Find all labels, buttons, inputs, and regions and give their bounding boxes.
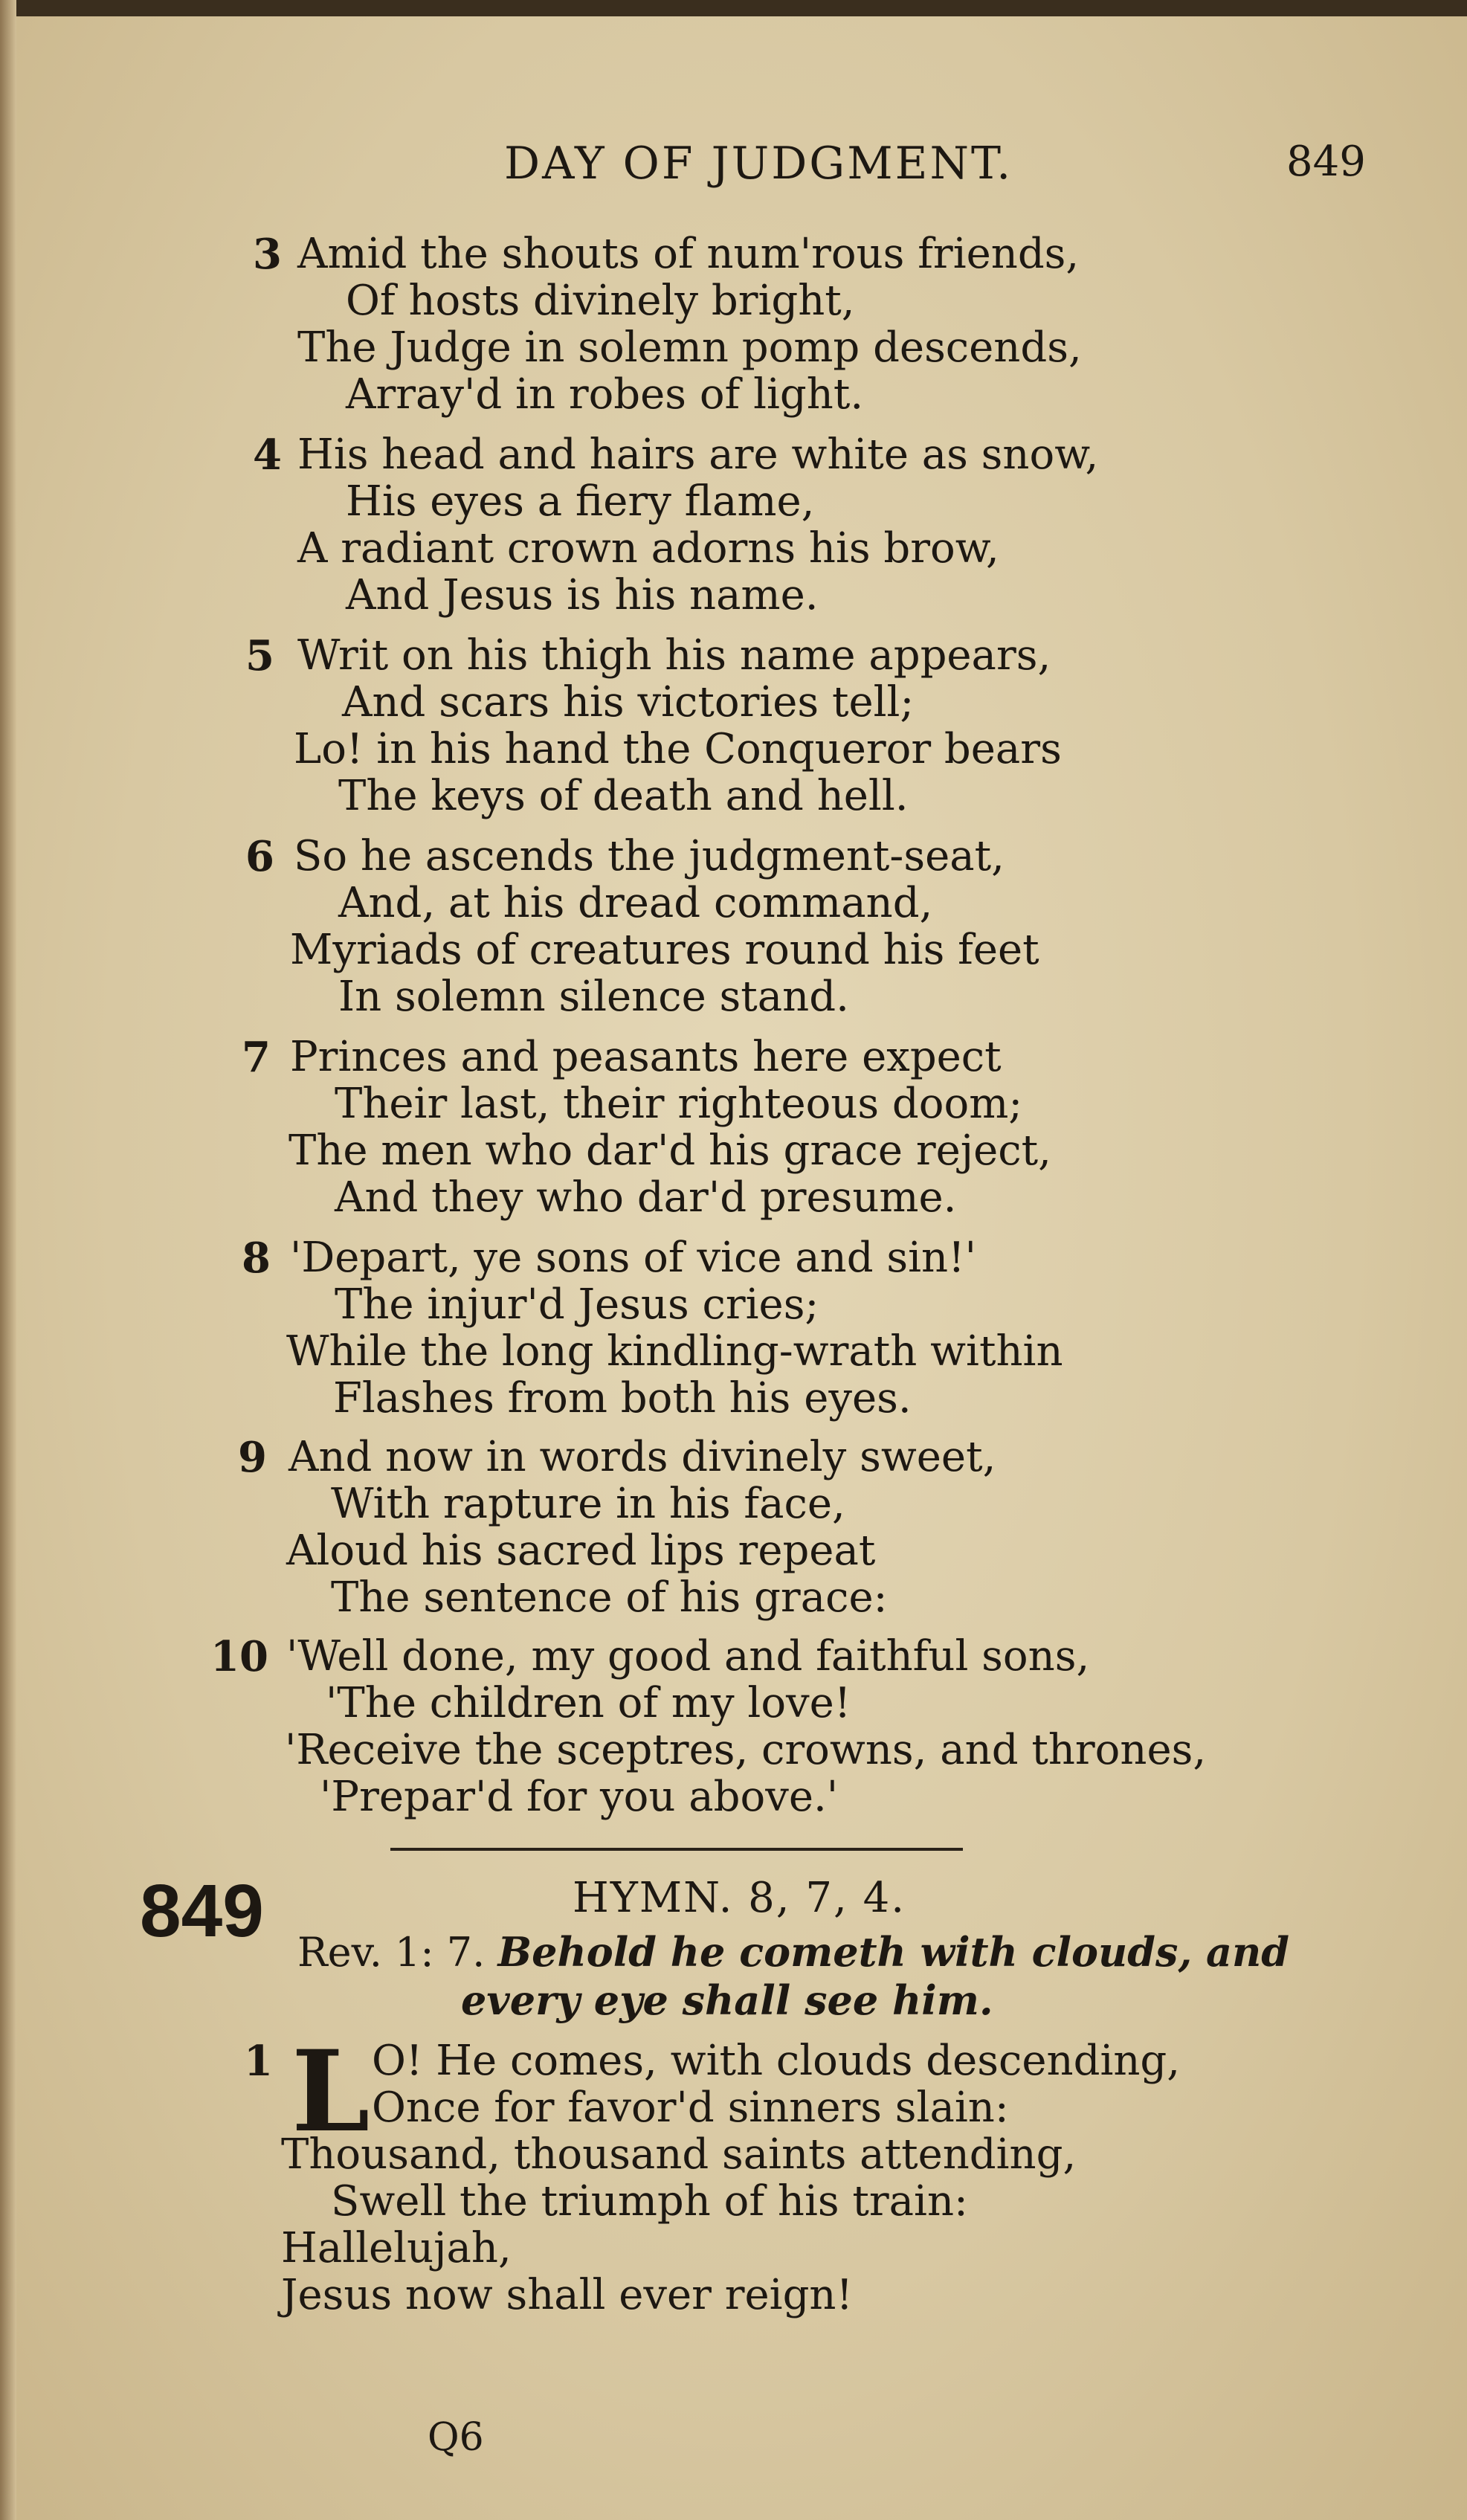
verse-line: The men who dar'd his grace reject, bbox=[288, 1127, 1051, 1175]
verse-line: His eyes a fiery flame, bbox=[346, 477, 815, 526]
verse-line: 'Depart, ye sons of vice and sin!' bbox=[290, 1234, 976, 1282]
page-binding-edge bbox=[0, 0, 16, 2520]
verse-line: The sentence of his grace: bbox=[331, 1573, 888, 1622]
page-number: 849 bbox=[1286, 138, 1366, 186]
verse-line: Myriads of creatures round his feet bbox=[290, 926, 1039, 974]
page-header bbox=[0, 138, 1467, 204]
verse-line: 'Well done, my good and faithful sons, bbox=[286, 1632, 1090, 1680]
verse-number: 4 bbox=[253, 431, 282, 480]
verse-line: Their last, their righteous doom; bbox=[335, 1080, 1023, 1128]
hymn-meter: HYMN. 8, 7, 4. bbox=[573, 1874, 906, 1922]
reference-citation: Rev. 1: 7. bbox=[297, 1929, 486, 1976]
section-divider bbox=[390, 1848, 963, 1851]
hymn-line: Thousand, thousand saints attending, bbox=[281, 2130, 1077, 2179]
verse-line: In solemn silence stand. bbox=[338, 973, 849, 1021]
verse-line: Writ on his thigh his name appears, bbox=[297, 631, 1051, 680]
verse-line: 'Prepar'd for you above.' bbox=[320, 1773, 839, 1821]
verse-line: And they who dar'd presume. bbox=[335, 1173, 957, 1222]
verse-number: 10 bbox=[210, 1632, 268, 1681]
verse-line: Princes and peasants here expect bbox=[290, 1033, 1002, 1081]
verse-line: A radiant crown adorns his brow, bbox=[297, 524, 999, 573]
hymn-number: 849 bbox=[140, 1869, 264, 1953]
verse-number: 8 bbox=[242, 1234, 271, 1283]
stanza-number: 1 bbox=[244, 2037, 273, 2086]
verse-line: Lo! in his hand the Conqueror bears bbox=[294, 725, 1062, 773]
verse-number: 6 bbox=[245, 832, 274, 881]
verse-line: Array'd in robes of light. bbox=[346, 370, 864, 419]
signature-mark: Q6 bbox=[428, 2415, 484, 2460]
verse-line: Amid the shouts of num'rous friends, bbox=[297, 230, 1080, 278]
verse-number: 7 bbox=[242, 1033, 271, 1082]
verse-line: The keys of death and hell. bbox=[338, 772, 909, 820]
hymn-line: O! He comes, with clouds descending, bbox=[372, 2037, 1181, 2085]
verse-line: With rapture in his face, bbox=[331, 1480, 845, 1528]
verse-line: Of hosts divinely bright, bbox=[346, 277, 855, 325]
reference-text: Behold he cometh with clouds, and bbox=[497, 1928, 1290, 1976]
verse-line: And Jesus is his name. bbox=[346, 571, 819, 619]
drop-cap: L bbox=[291, 2026, 370, 2157]
verse-number: 9 bbox=[238, 1433, 267, 1482]
verse-line: Flashes from both his eyes. bbox=[333, 1374, 912, 1422]
hymn-line: Swell the triumph of his train: bbox=[331, 2177, 968, 2226]
verse-line: The Judge in solemn pomp descends, bbox=[297, 323, 1082, 372]
verse-line: And now in words divinely sweet, bbox=[288, 1433, 996, 1481]
verse-line: So he ascends the judgment-seat, bbox=[294, 832, 1005, 880]
verse-number: 5 bbox=[245, 631, 274, 680]
running-title: DAY OF JUDGMENT. bbox=[504, 138, 1013, 190]
hymn-line: Jesus now shall ever reign! bbox=[281, 2271, 853, 2319]
reference-text-continued: every eye shall see him. bbox=[461, 1976, 993, 2024]
hymn-line: Once for favor'd sinners slain: bbox=[372, 2084, 1009, 2132]
verse-line: 'Receive the sceptres, crowns, and thrones, bbox=[285, 1726, 1207, 1774]
verse-line: The injur'd Jesus cries; bbox=[335, 1280, 819, 1329]
verse-line: While the long kindling-wrath within bbox=[286, 1327, 1063, 1376]
verse-line: And, at his dread command, bbox=[338, 879, 933, 927]
verse-line: Aloud his sacred lips repeat bbox=[286, 1527, 876, 1575]
scripture-reference bbox=[297, 1928, 1289, 1976]
verse-line: And scars his victories tell; bbox=[342, 678, 915, 726]
verse-line: His head and hairs are white as snow, bbox=[297, 431, 1099, 479]
verse-line: 'The children of my love! bbox=[326, 1679, 851, 1727]
page-top-edge bbox=[0, 0, 1467, 16]
hymn-line: Hallelujah, bbox=[281, 2224, 512, 2272]
verse-number: 3 bbox=[253, 230, 282, 279]
